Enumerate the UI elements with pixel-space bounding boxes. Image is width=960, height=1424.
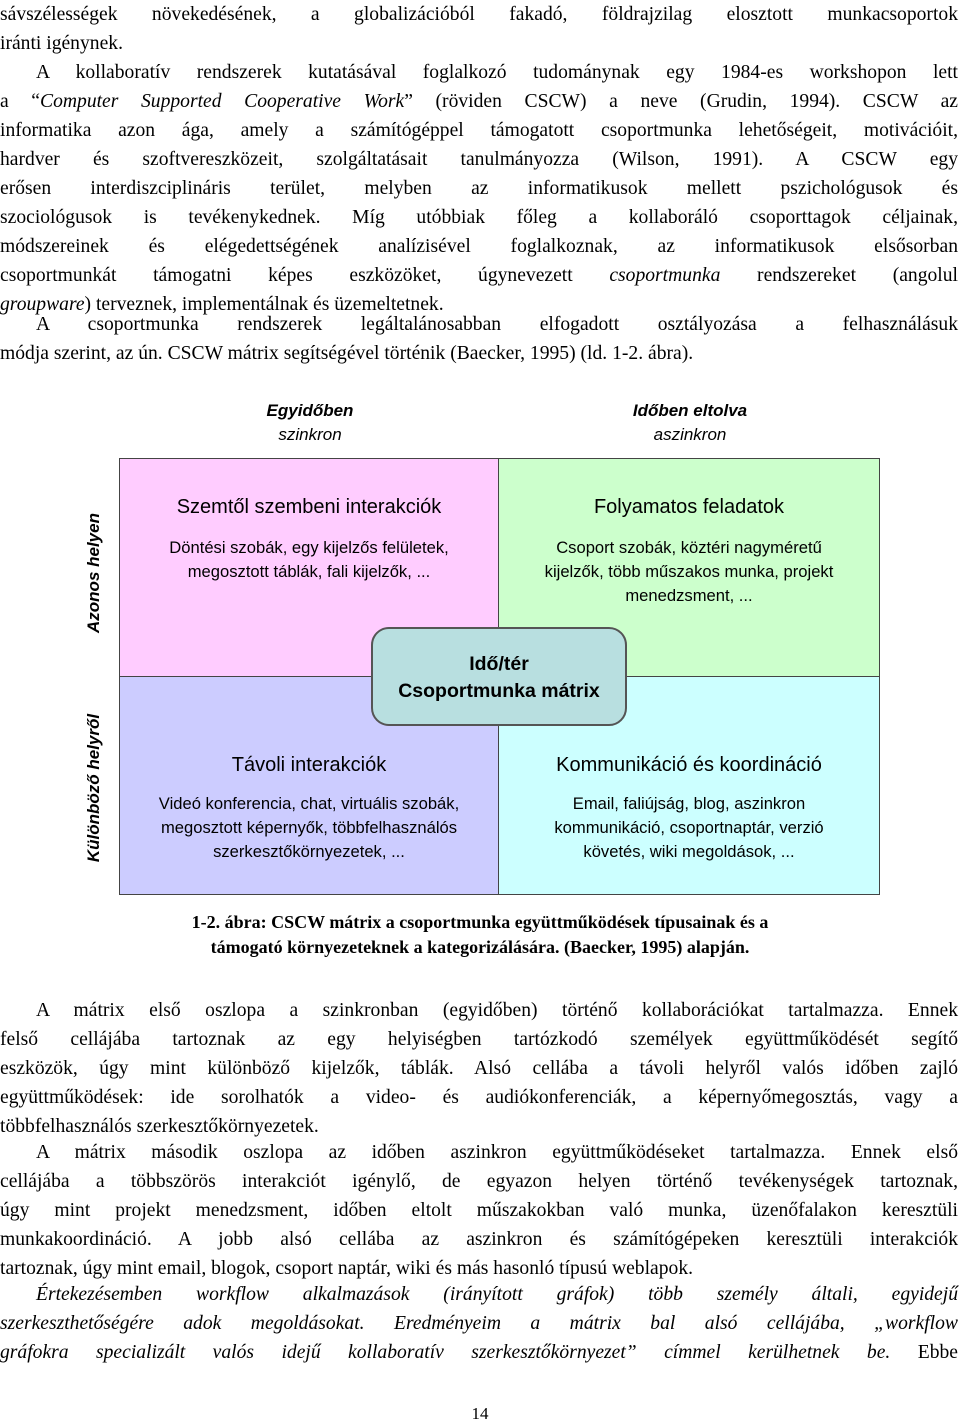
cell-description-line: megosztott táblák, fali kijelzők, ... [187, 562, 431, 581]
text-line: módszereinek és elégedettségének analízisével foglalkoznak, az informatikusok elsősorban [0, 236, 958, 257]
cell-description-line: kommunikáció, csoportnaptár, verzió [554, 818, 824, 837]
text-line: munkakoordináció. A jobb alsó cellába az aszinkron és számítógépeken keresztüli interakciók [0, 1229, 958, 1250]
text-line [0, 87, 958, 116]
text-line: módja szerint, az ún. CSCW mátrix segítségével történik (Baecker, 1995) (ld. 1-2. ábra). [0, 343, 694, 364]
column-header-title: Időben eltolva [632, 401, 748, 420]
page-number: 14 [471, 1404, 489, 1423]
text-fragment: csoportmunkát támogatni képes eszközöket, úgynevezett [0, 265, 610, 286]
cell-description-line: követés, wiki megoldások, ... [583, 842, 795, 861]
cell-description-line: menedzsment, ... [625, 586, 753, 605]
column-header-async [560, 399, 820, 447]
cell-title: Távoli interakciók [231, 754, 387, 776]
text-paragraph-intro [0, 0, 958, 58]
cell-description-line: szerkesztőkörnyezetek, ... [213, 842, 405, 861]
cell-title: Kommunikáció és koordináció [556, 754, 822, 776]
column-header-title: Egyidőben [266, 401, 354, 420]
text-line: A mátrix második oszlopa az időben aszinkron együttműködéseket tartalmazza. Ennek első [36, 1142, 958, 1163]
text-line: A kollaboratív rendszerek kutatásával foglalkozó tudománynak egy 1984-es workshopon lett [36, 62, 958, 83]
caption-line: 1-2. ábra: CSCW mátrix a csoportmunka együttműködések típusainak és a [191, 912, 769, 932]
emphasis-text: Computer Supported Cooperative Work [40, 91, 405, 112]
text-fragment: a “ [0, 91, 40, 112]
text-line: hardver és szoftvereszközeit, szolgáltatásait tanulmányozza (Wilson, 1991). A CSCW egy [0, 149, 958, 170]
column-header-sync [180, 399, 440, 447]
cell-description-line: Csoport szobák, köztéri nagyméretű [556, 538, 822, 557]
text-line: informatika azon ága, amely a számítógéppel támogatott csoportmunka lehetőségeit, motivációit, [0, 120, 958, 141]
emphasis-text: gráfokra specializált valós idejű kollaboratív szerkesztőkörnyezet” címmel kerülhetnek be. [0, 1342, 891, 1363]
cell-description [120, 792, 498, 864]
text-line: cellájába a többszörös interakciót igénylő, de egyazon helyen történő tevékenységek tartoznak, [0, 1171, 958, 1192]
text-fragment: Ebbe [890, 1342, 958, 1363]
cell-description-line: Email, faliújság, blog, aszinkron [572, 794, 806, 813]
figure-caption [100, 910, 860, 960]
text-line [0, 1280, 958, 1309]
text-line: többfelhasználós szerkesztőkörnyezetek. [0, 1116, 319, 1137]
cell-title: Folyamatos feladatok [593, 496, 785, 518]
text-line [0, 1338, 958, 1367]
emphasis-text: Értekezésemben workflow alkalmazások (irányított gráfok) több személy általi, egyidejű [36, 1284, 958, 1305]
cell-description-line: kijelzők, több műszakos munka, projekt [544, 562, 834, 581]
caption-line: támogató környezeteknek a kategorizálására. (Baecker, 1995) alapján. [210, 937, 750, 957]
text-line: iránti igénynek. [0, 33, 123, 54]
text-line: felső cellájába tartoznak az egy helyiségben tartózkodó személyek együttműködését segítő [0, 1029, 958, 1050]
emphasis-text: csoportmunka [609, 265, 721, 286]
text-paragraph-cscw [0, 58, 958, 319]
cell-description [499, 536, 879, 608]
column-header-subtitle: szinkron [278, 425, 342, 444]
text-paragraph-first-column [0, 996, 958, 1141]
cell-description-line: Döntési szobák, egy kijelzős felületek, [169, 538, 449, 557]
text-line: együttműködések: ide sorolhatók a video- és audiókonferenciák, a képernyőmegosztás, vagy a [0, 1087, 958, 1108]
text-paragraph-matrix [0, 310, 958, 368]
text-fragment: ” (röviden CSCW) a neve (Grudin, 1994). CSCW az [404, 91, 958, 112]
center-label-line: Idő/tér [469, 653, 529, 675]
text-line: A mátrix első oszlopa a szinkronban (egyidőben) történő kollaborációkat tartalmazza. Ennek [36, 1000, 958, 1021]
matrix-center-label [371, 627, 627, 726]
emphasis-text: szerkeszthetőségére adok megoldásokat. Eredményeim a mátrix bal alsó cellájába, „workflow [0, 1313, 958, 1334]
text-fragment: rendszereket (angolul [720, 265, 958, 286]
text-line: úgy mint projekt menedzsment, időben eltolt műszakokban való munka, üzenőfalakon keresztüli [0, 1200, 958, 1221]
text-paragraph-thesis-scope [0, 1280, 958, 1367]
text-line [0, 261, 958, 290]
text-fragment: ) terveznek, implementálnak és üzemeltetnek. [84, 294, 444, 315]
cell-description-line: Videó konferencia, chat, virtuális szobák, [158, 794, 460, 813]
text-line: eszközök, úgy mint különböző kijelzők, táblák. Alsó cellába a távoli helyről valós időben zajló [0, 1058, 958, 1079]
text-line: A csoportmunka rendszerek legáltalánosabban elfogadott osztályozása a felhasználásuk [36, 314, 958, 335]
text-paragraph-second-column [0, 1138, 958, 1283]
text-line: erősen interdiszciplináris terület, melyben az informatikusok mellett pszichológusok és [0, 178, 958, 199]
column-header-subtitle: aszinkron [653, 425, 727, 444]
center-label-line: Csoportmunka mátrix [398, 680, 600, 702]
cell-title: Szemtől szembeni interakciók [176, 496, 442, 518]
cell-description-line: megosztott képernyők, többfelhasználós [160, 818, 458, 837]
text-line [0, 1309, 958, 1338]
text-line: tartoznak, úgy mint email, blogok, csoport naptár, wiki és más hasonló típusú weblapok. [0, 1258, 694, 1279]
row-label-different-place: Különböző helyről [84, 713, 103, 863]
cell-description [499, 792, 879, 864]
text-line: sávszélességek növekedésének, a globalizációból fakadó, földrajzilag elosztott munkacsoportok [0, 4, 958, 25]
text-line: szociológusok is tevékenykednek. Míg utóbbiak főleg a kollaboráló csoporttagok céljainak, [0, 207, 958, 228]
cell-description [120, 536, 498, 584]
emphasis-text: groupware [0, 294, 85, 315]
row-label-same-place: Azonos helyen [84, 513, 103, 633]
